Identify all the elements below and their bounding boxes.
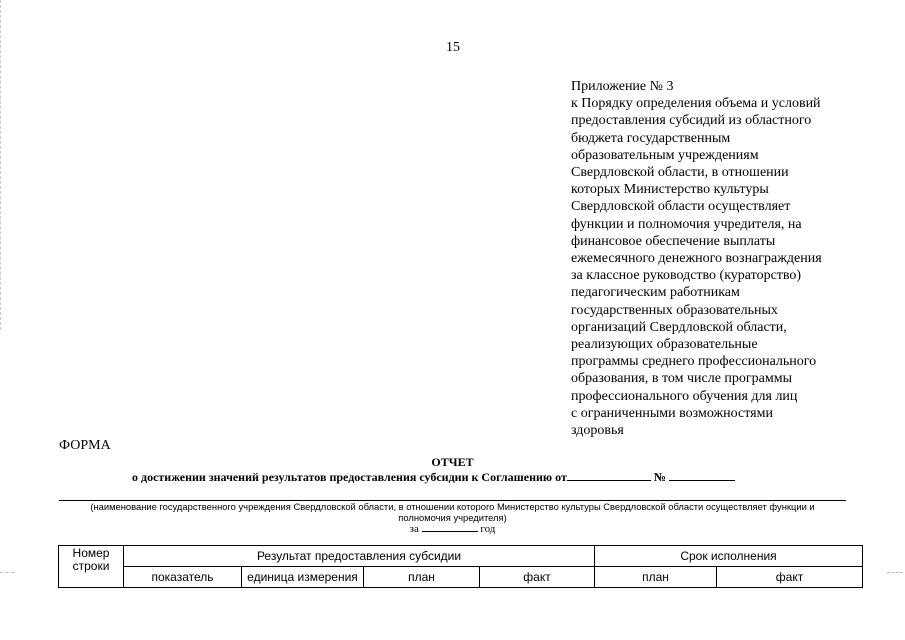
appendix-title: Приложение № 3: [571, 79, 674, 94]
right-edge-dash: [887, 572, 903, 573]
institution-name-caption: [59, 502, 846, 523]
deadline-plan-header: план: [595, 567, 717, 588]
page-number: 15: [446, 40, 460, 55]
result-header: Результат предоставления субсидии: [124, 546, 595, 567]
year-blank[interactable]: [422, 522, 478, 532]
year-line: [0, 522, 905, 535]
report-table: [58, 545, 863, 588]
report-title: ОТЧЕТ: [431, 455, 474, 469]
indicator-header: показатель: [124, 567, 242, 588]
appendix-block: [571, 78, 861, 439]
year-prefix: за: [409, 523, 419, 535]
fact-header: факт: [480, 567, 595, 588]
agreement-date-blank[interactable]: [567, 469, 651, 481]
deadline-header: Срок исполнения: [595, 546, 863, 567]
left-margin-marks: [0, 0, 3, 330]
plan-header: план: [364, 567, 480, 588]
number-sign: №: [653, 470, 666, 484]
year-suffix: год: [480, 523, 496, 535]
name-caption-line-2: полномочия учредителя): [398, 511, 507, 523]
name-caption-line-1: (наименование государственного учреждения Свердловской области, в отношении которого Министерство культуры Свердловской области осуществляет функции и: [90, 501, 815, 512]
row-number-header: Номер строки: [59, 546, 124, 588]
table-header-row: [59, 546, 863, 567]
left-edge-dash: [0, 572, 14, 573]
appendix-body: к Порядку определения объема и условий предоставления субсидий из областного бюджета государственным образовательным учреждениям Свердловской области, в отношении которых Министерство культуры Свердловской области осуществляет функции и полномочия учредителя, на финансовое обеспечение выплаты ежемесячного денежного вознаграждения за классное руководство (кураторство) педагогическим работникам государственных образовательных организаций Свердловской области, реализующих образовательные программы среднего профессионального образования, в том числе программы профессионального обучения для лиц с ограниченными возможностями здоровья: [571, 96, 822, 439]
report-subtitle: [132, 469, 735, 485]
form-label: ФОРМА: [59, 438, 111, 453]
deadline-fact-header: факт: [717, 567, 863, 588]
report-subtitle-text: о достижении значений результатов предоставления субсидии к Соглашению от: [132, 470, 567, 484]
agreement-number-blank[interactable]: [669, 469, 735, 481]
table-subheader-row: [59, 567, 863, 588]
unit-header: единица измерения: [242, 567, 364, 588]
